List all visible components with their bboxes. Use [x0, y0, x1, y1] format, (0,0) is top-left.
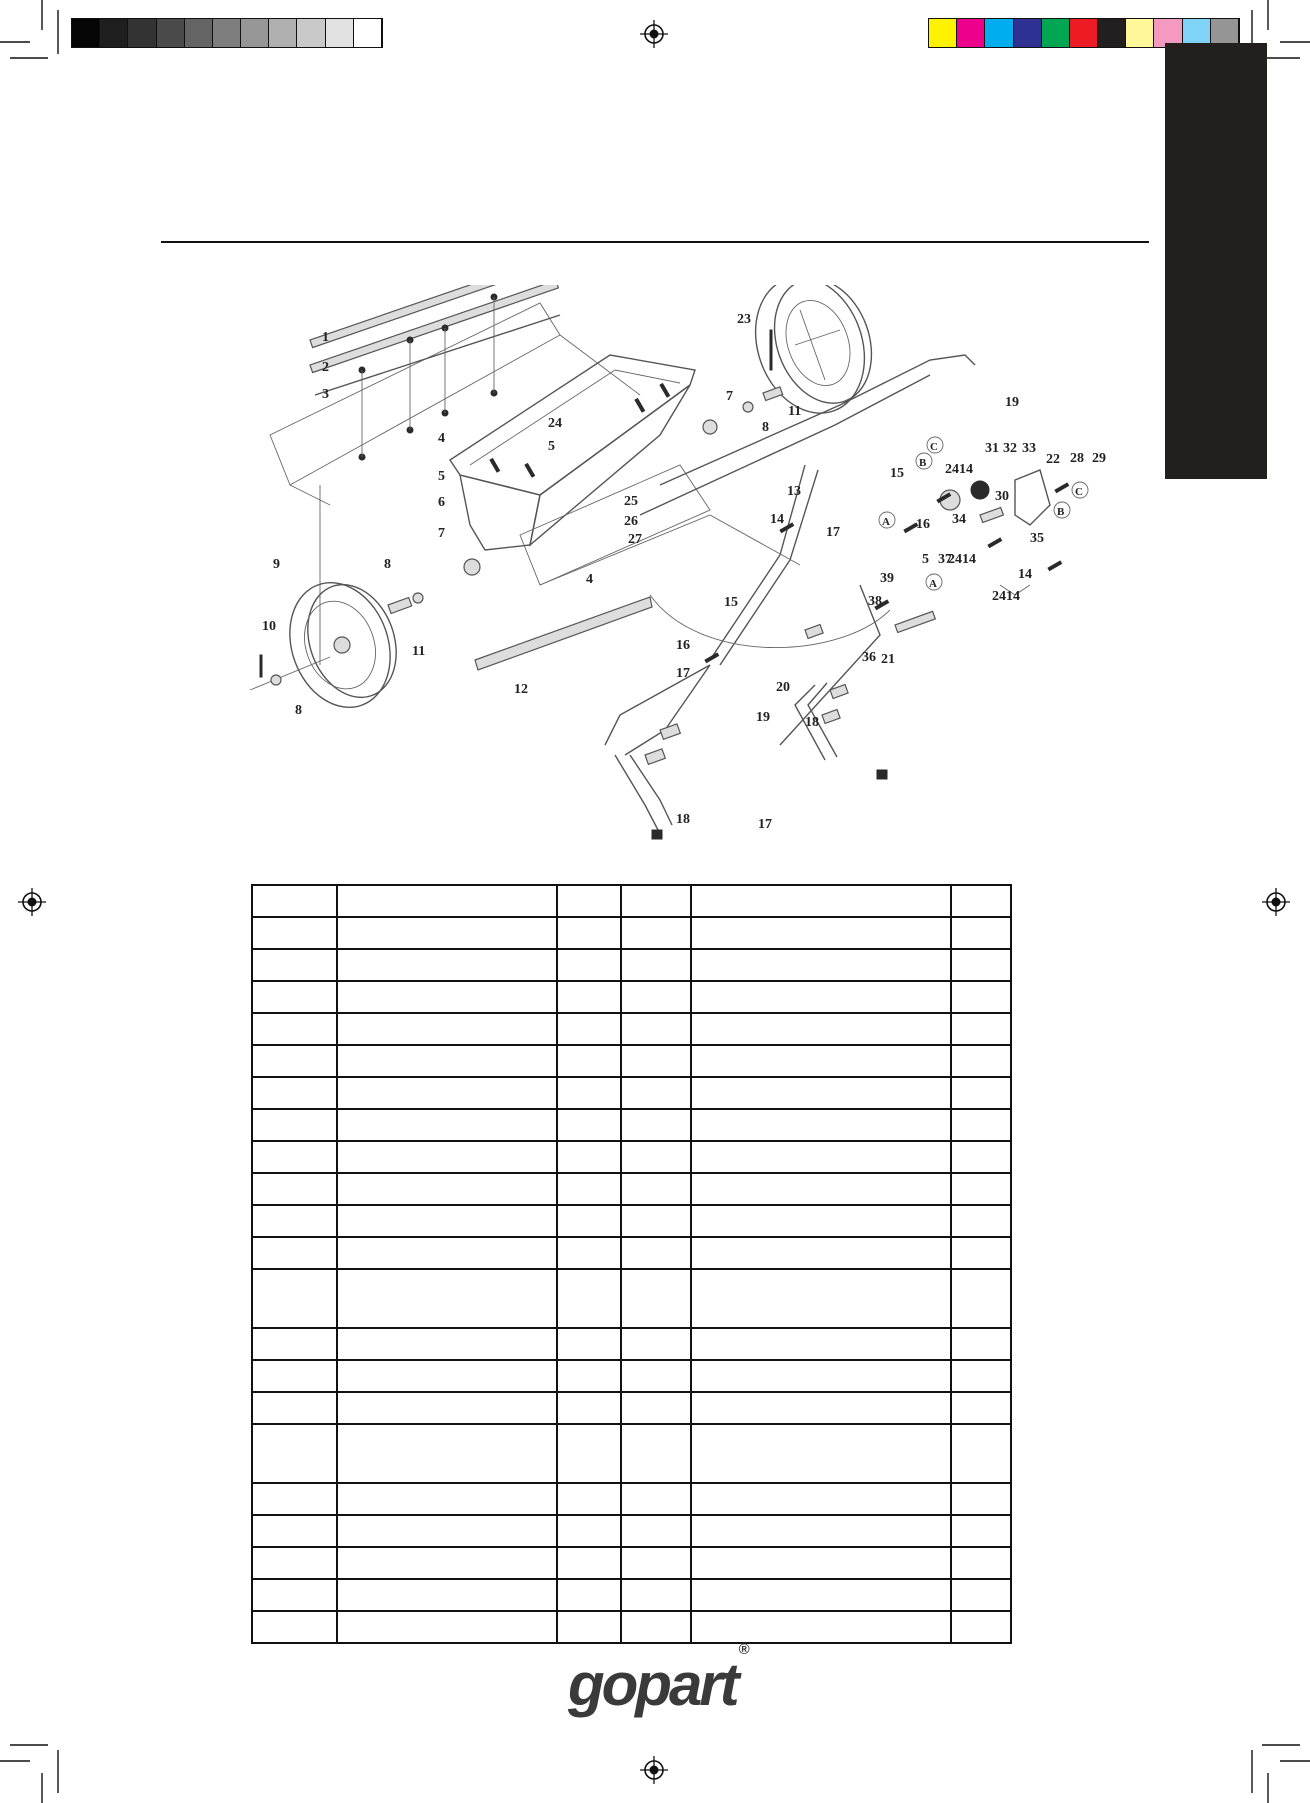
table-cell: [691, 1237, 951, 1269]
table-cell: [337, 917, 557, 949]
table-cell: [621, 1109, 691, 1141]
table-row: [252, 1515, 1011, 1547]
table-cell: [691, 1269, 951, 1328]
left-hopper-cap: [464, 559, 480, 575]
table-cell: [557, 1328, 621, 1360]
table-cell: [951, 1141, 1011, 1173]
part-label: 11: [412, 644, 426, 659]
connector-label: A: [929, 578, 937, 590]
right-hopper-cap: [703, 420, 717, 434]
part-label: 35: [1030, 531, 1044, 546]
table-cell: [621, 1360, 691, 1392]
part-label: 39: [880, 571, 894, 586]
part-label: 8: [295, 703, 302, 718]
table-cell: [951, 1013, 1011, 1045]
part-label: 17: [758, 817, 772, 832]
table-cell: [337, 981, 557, 1013]
part-label: 2414: [945, 462, 973, 477]
registered-mark: ®: [738, 1641, 750, 1658]
exploded-parts-diagram: [240, 285, 1120, 870]
connector-label: C: [930, 441, 938, 453]
table-cell: [691, 1547, 951, 1579]
part-label: 2414: [992, 589, 1020, 604]
part-label: 17: [826, 525, 840, 540]
connector-label: A: [882, 516, 890, 528]
table-cell: [337, 885, 557, 917]
table-cell: [252, 949, 337, 981]
table-cell: [621, 1515, 691, 1547]
left-bushing-washer: [413, 593, 423, 603]
table-row: [252, 1483, 1011, 1515]
left-handle-grip-end: [652, 830, 662, 839]
color-swatch: [1014, 19, 1042, 47]
part-label: 23: [737, 312, 751, 327]
part-label: 5: [548, 439, 555, 454]
table-cell: [337, 1392, 557, 1424]
hopper: [450, 355, 695, 550]
part-label: 16: [916, 517, 930, 532]
table-cell: [691, 1077, 951, 1109]
part-label: 36: [862, 650, 876, 665]
part-label: 38: [868, 594, 882, 609]
table-row: [252, 981, 1011, 1013]
table-cell: [252, 1579, 337, 1611]
table-row: [252, 1424, 1011, 1483]
table-cell: [691, 1392, 951, 1424]
part-label: 8: [762, 420, 769, 435]
table-cell: [621, 1483, 691, 1515]
table-cell: [621, 1611, 691, 1643]
table-row: [252, 917, 1011, 949]
table-row: [252, 1109, 1011, 1141]
table-cell: [951, 981, 1011, 1013]
part-label: 8: [384, 557, 391, 572]
part-label: 24: [548, 416, 562, 431]
color-swatch: [1070, 19, 1098, 47]
axle-tube: [475, 597, 652, 670]
right-bushing: [763, 387, 783, 401]
table-cell: [557, 1045, 621, 1077]
table-cell: [691, 1045, 951, 1077]
table-cell: [621, 1579, 691, 1611]
table-cell: [337, 1109, 557, 1141]
table-cell: [337, 1269, 557, 1328]
right-wheel: [737, 285, 888, 429]
color-swatch: [241, 19, 269, 47]
table-row: [252, 1360, 1011, 1392]
part-label: 34: [952, 512, 966, 527]
table-cell: [337, 1077, 557, 1109]
table-cell: [557, 949, 621, 981]
table-cell: [252, 1547, 337, 1579]
brand-logo: [568, 1641, 750, 1718]
table-cell: [621, 1141, 691, 1173]
table-cell: [691, 949, 951, 981]
grayscale-color-bar: [71, 18, 383, 48]
table-cell: [252, 1269, 337, 1328]
right-axle-pin: [770, 330, 772, 370]
table-cell: [951, 1579, 1011, 1611]
table-cell: [557, 1077, 621, 1109]
parts-table: [251, 884, 1012, 1644]
table-cell: [951, 1269, 1011, 1328]
table-cell: [951, 1424, 1011, 1483]
table-row: [252, 1045, 1011, 1077]
table-cell: [557, 1237, 621, 1269]
table-cell: [621, 1392, 691, 1424]
table-cell: [621, 1328, 691, 1360]
part-label: 20: [776, 680, 790, 695]
table-cell: [337, 1173, 557, 1205]
table-cell: [252, 1360, 337, 1392]
table-cell: [252, 1077, 337, 1109]
table-cell: [691, 1611, 951, 1643]
color-swatch: [326, 19, 354, 47]
part-label: 1: [322, 330, 329, 345]
part-label: 31: [985, 441, 999, 456]
table-cell: [337, 1547, 557, 1579]
table-cell: [691, 1579, 951, 1611]
right-wheel-washer: [743, 402, 753, 412]
table-cell: [951, 1173, 1011, 1205]
part-label: 30: [995, 489, 1009, 504]
table-cell: [252, 1141, 337, 1173]
connector-label: C: [1075, 486, 1083, 498]
table-cell: [621, 1269, 691, 1328]
table-cell: [252, 981, 337, 1013]
table-cell: [557, 917, 621, 949]
table-cell: [337, 1424, 557, 1483]
table-cell: [252, 885, 337, 917]
part-label: 15: [724, 595, 738, 610]
part-label: 7: [726, 389, 733, 404]
table-row: [252, 1392, 1011, 1424]
right-handle-grip-end: [877, 770, 887, 779]
table-cell: [557, 1109, 621, 1141]
table-cell: [951, 1547, 1011, 1579]
table-cell: [557, 1141, 621, 1173]
table-cell: [691, 1173, 951, 1205]
color-swatch: [297, 19, 325, 47]
table-cell: [252, 1611, 337, 1643]
color-swatch: [72, 19, 100, 47]
table-cell: [951, 1392, 1011, 1424]
table-cell: [691, 1328, 951, 1360]
color-swatch: [100, 19, 128, 47]
part-label: 3: [322, 387, 329, 402]
table-cell: [951, 1515, 1011, 1547]
shutoff-linkage: [540, 515, 800, 585]
table-cell: [951, 1109, 1011, 1141]
table-cell: [951, 1328, 1011, 1360]
color-swatch: [128, 19, 156, 47]
color-swatch: [213, 19, 241, 47]
table-row: [252, 1013, 1011, 1045]
connector-label: B: [1057, 506, 1065, 518]
table-cell: [557, 1013, 621, 1045]
color-swatch: [985, 19, 1013, 47]
axle-exploded-frame: [520, 465, 710, 585]
table-cell: [621, 885, 691, 917]
part-label: 12: [514, 682, 528, 697]
part-label: 5: [922, 552, 929, 567]
part-label: 7: [438, 526, 445, 541]
part-label: 33: [1022, 441, 1036, 456]
table-cell: [951, 1360, 1011, 1392]
table-cell: [557, 1611, 621, 1643]
part-label: 18: [676, 812, 690, 827]
part-label: 16: [676, 638, 690, 653]
table-cell: [337, 1328, 557, 1360]
table-cell: [951, 1045, 1011, 1077]
table-cell: [337, 1579, 557, 1611]
table-cell: [691, 1424, 951, 1483]
table-row: [252, 1205, 1011, 1237]
table-cell: [621, 1424, 691, 1483]
table-row: [252, 1237, 1011, 1269]
table-cell: [557, 885, 621, 917]
table-cell: [337, 1013, 557, 1045]
table-row: [252, 1579, 1011, 1611]
table-cell: [252, 1483, 337, 1515]
left-wheel: [250, 568, 411, 721]
table-cell: [951, 885, 1011, 917]
table-cell: [557, 1483, 621, 1515]
color-swatch: [1098, 19, 1126, 47]
table-cell: [621, 1205, 691, 1237]
part-label: 2: [322, 360, 329, 375]
table-row: [252, 885, 1011, 917]
table-row: [252, 1269, 1011, 1328]
table-cell: [337, 1611, 557, 1643]
color-swatch: [185, 19, 213, 47]
table-cell: [337, 949, 557, 981]
color-swatch: [1126, 19, 1154, 47]
registration-mark-top: [640, 20, 668, 48]
table-cell: [691, 1141, 951, 1173]
part-label: 4: [586, 572, 593, 587]
table-cell: [691, 1483, 951, 1515]
part-label: 19: [756, 710, 770, 725]
color-swatch: [157, 19, 185, 47]
table-cell: [621, 917, 691, 949]
table-row: [252, 949, 1011, 981]
table-cell: [557, 1360, 621, 1392]
part-label: 10: [262, 619, 276, 634]
part-label: 22: [1046, 452, 1060, 467]
table-cell: [951, 1237, 1011, 1269]
table-cell: [337, 1045, 557, 1077]
table-cell: [337, 1483, 557, 1515]
table-cell: [557, 1547, 621, 1579]
color-swatch: [957, 19, 985, 47]
table-cell: [557, 1424, 621, 1483]
side-tab: [1165, 43, 1267, 479]
table-cell: [557, 1173, 621, 1205]
table-cell: [621, 1237, 691, 1269]
table-cell: [252, 1328, 337, 1360]
table-cell: [951, 1077, 1011, 1109]
part-label: 14: [770, 512, 784, 527]
color-swatch: [929, 19, 957, 47]
table-cell: [951, 1205, 1011, 1237]
color-swatch: [1042, 19, 1070, 47]
part-label: 37: [938, 552, 952, 567]
header-rule: [161, 241, 1149, 243]
table-cell: [557, 1205, 621, 1237]
connector-callouts: [240, 285, 1088, 590]
part-label: 13: [787, 484, 801, 499]
part-label: 26: [624, 514, 638, 529]
table-cell: [252, 1392, 337, 1424]
part-label: 29: [1092, 451, 1106, 466]
part-label: 9: [273, 557, 280, 572]
table-cell: [621, 1013, 691, 1045]
registration-mark-bottom: [640, 1756, 668, 1784]
table-cell: [691, 1515, 951, 1547]
part-label: 11: [788, 404, 802, 419]
table-cell: [951, 1611, 1011, 1643]
part-label: 2414: [948, 552, 976, 567]
table-cell: [252, 1013, 337, 1045]
table-cell: [951, 917, 1011, 949]
part-label: 25: [624, 494, 638, 509]
table-cell: [691, 917, 951, 949]
left-bushing: [388, 597, 412, 613]
table-row: [252, 1077, 1011, 1109]
table-cell: [951, 949, 1011, 981]
table-cell: [691, 1360, 951, 1392]
part-label: 15: [890, 466, 904, 481]
color-swatch: [269, 19, 297, 47]
part-label: 6: [438, 495, 445, 510]
table-cell: [252, 1045, 337, 1077]
table-cell: [337, 1205, 557, 1237]
table-row: [252, 1173, 1011, 1205]
table-cell: [691, 885, 951, 917]
table-cell: [252, 1237, 337, 1269]
connector-label: B: [919, 457, 927, 469]
table-row: [252, 1328, 1011, 1360]
table-cell: [621, 1547, 691, 1579]
table-cell: [691, 1109, 951, 1141]
part-label: 21: [881, 652, 895, 667]
table-row: [252, 1141, 1011, 1173]
table-cell: [252, 917, 337, 949]
part-label: 5: [438, 469, 445, 484]
table-row: [252, 1547, 1011, 1579]
part-label: 17: [676, 666, 690, 681]
table-cell: [337, 1515, 557, 1547]
table-cell: [621, 1045, 691, 1077]
table-row: [252, 1611, 1011, 1643]
part-label: 19: [1005, 395, 1019, 410]
table-cell: [337, 1360, 557, 1392]
table-cell: [691, 981, 951, 1013]
part-label: 32: [1003, 441, 1017, 456]
part-label: 18: [805, 715, 819, 730]
part-label: 4: [438, 431, 445, 446]
table-cell: [557, 1392, 621, 1424]
table-cell: [691, 1205, 951, 1237]
table-cell: [252, 1109, 337, 1141]
table-cell: [621, 1077, 691, 1109]
left-wheel-washer: [271, 675, 281, 685]
table-cell: [252, 1205, 337, 1237]
part-label: 14: [1018, 567, 1032, 582]
part-label: 27: [628, 532, 642, 547]
color-swatch: [354, 19, 382, 47]
table-cell: [621, 949, 691, 981]
part-label: 28: [1070, 451, 1084, 466]
table-cell: [557, 1579, 621, 1611]
table-cell: [951, 1483, 1011, 1515]
table-cell: [557, 981, 621, 1013]
brand-logo-text: gopart: [568, 1651, 737, 1718]
table-cell: [691, 1013, 951, 1045]
table-cell: [557, 1515, 621, 1547]
registration-mark-left: [18, 888, 46, 916]
table-cell: [252, 1424, 337, 1483]
table-cell: [252, 1515, 337, 1547]
table-cell: [557, 1269, 621, 1328]
left-axle-pin: [260, 655, 262, 677]
table-cell: [337, 1141, 557, 1173]
table-cell: [252, 1173, 337, 1205]
hopper-bolts: [490, 384, 670, 478]
registration-mark-right: [1262, 888, 1290, 916]
table-cell: [621, 1173, 691, 1205]
table-cell: [337, 1237, 557, 1269]
table-cell: [621, 981, 691, 1013]
